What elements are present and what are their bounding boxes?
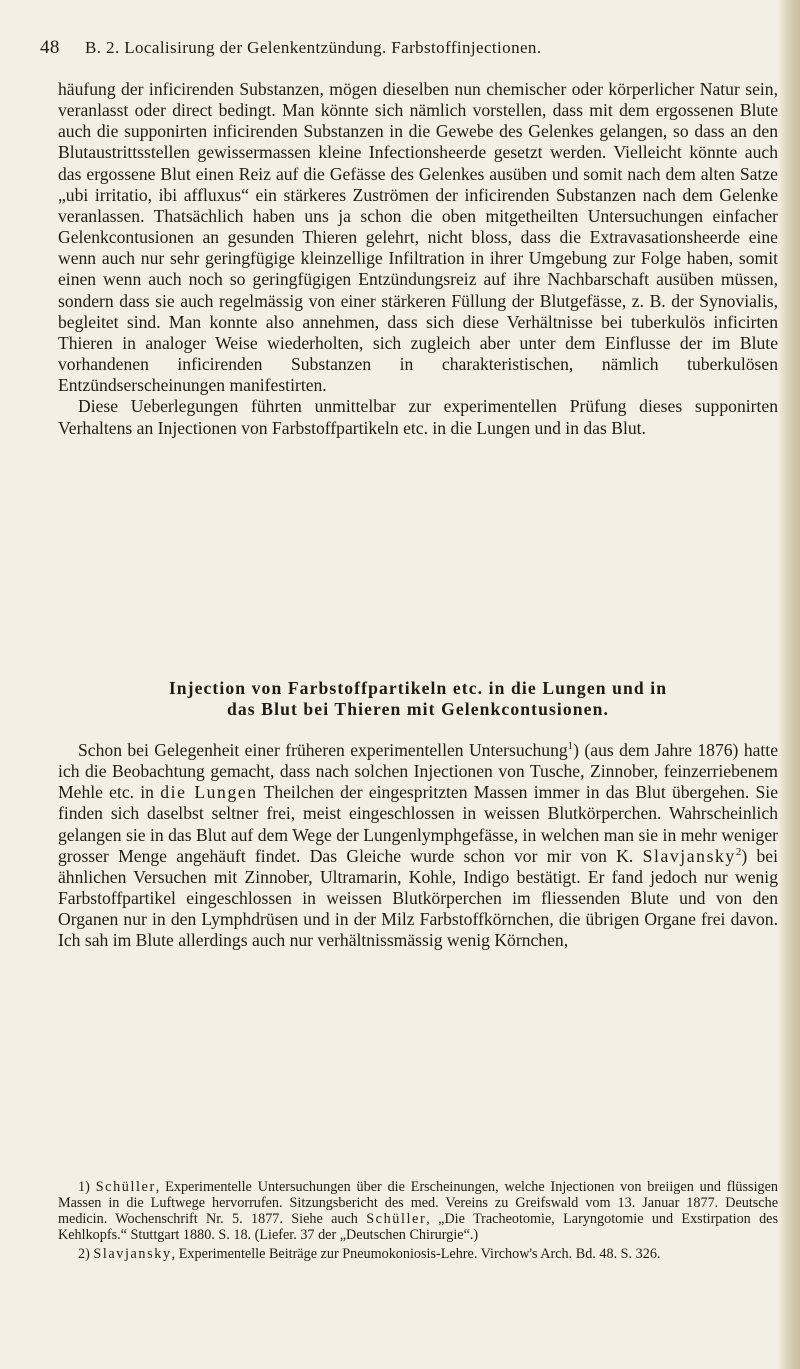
- page-edge-shadow: [778, 0, 800, 1369]
- section-text: [58, 740, 778, 952]
- text-run: , „Die Tracheotomie, Laryngotomie und Exstirpation des Kehlkopfs.“ Stuttgart 1880. S. 18. (Liefer. 37 der „Deutschen Chirurgie“.): [58, 1211, 778, 1243]
- page-number: 48: [40, 37, 60, 58]
- text-run: , Experimentelle Beiträge zur Pneumokoniosis-Lehre. Virchow's Arch. Bd. 48. S. 326.: [171, 1246, 661, 1262]
- running-title: B. 2. Localisirung der Gelenkentzündung. Farbstoffinjectionen.: [85, 38, 542, 57]
- section-heading-line-2: das Blut bei Thieren mit Gelenkcontusionen.: [227, 699, 609, 719]
- text-run: , Experimentelle Untersuchungen über die Erscheinungen, welche Injectionen von breiigen und flüssigen Massen in die Luftwege hervorrufen. Sitzungsbericht des med. Vereins zu Greifswald vom 13. Januar 1877. Deutsche medicin. Wochenschrift Nr. 5. 1877. Siehe auch: [58, 1179, 778, 1227]
- footnote-ref-2: 2: [735, 845, 742, 858]
- paragraph-1: häufung der inficirenden Substanzen, mögen dieselben nun chemischer oder körperlicher Natur sein, veranlasst oder direct bedingt. Man könnte sich nämlich vorstellen, dass mit dem ergossenen Blute auch die supponirten inficirenden Substanzen in die Gewebe des Gelenkes gelangen, so dass an den Blutaustrittsstellen gewissermassen kleine Infectionsheerde gesetzt werden. Vielleicht könnte auch das ergossene Blut einen Reiz auf die Gefässe des Gelenkes ausüben und somit nach dem alten Satze „ubi irritatio, ibi affluxus“ ein stärkeres Zuströmen der inficirenden Substanzen nach dem Gelenke veranlassen. Thatsächlich haben uns ja schon die oben mitgetheilten Untersuchungen einfacher Gelenkcontusionen an gesunden Thieren gelehrt, nicht bloss, dass die Extravasationsheerde eine wenn auch nur sehr geringfügige kleinzellige Infiltration in ihrer Umgebung zur Folge haben, somit einen wenn auch noch so geringfügigen Entzündungsreiz auf ihre Nachbarschaft ausüben müssen, sondern dass sie auch regelmässig von einer stärkeren Füllung der Blutgefässe, z. B. der Synovialis, begleitet sind. Man konnte also annehmen, dass sich diese Verhältnisse bei tuberkulös inficirten Thieren in analoger Weise wiederholten, sich zugleich aber unter dem Einflusse der im Blute vorhandenen inficirenden Substanzen in charakteristischen, nämlich tuberkulösen Entzündserscheinungen manifestirten.: [58, 79, 778, 396]
- emphasized-text: die Lungen: [160, 782, 258, 803]
- section-heading: [58, 678, 778, 720]
- author-name: Schüller: [366, 1211, 427, 1227]
- text-run: bei ähnlichen Versuchen mit Zinnober, Ultramarin, Kohle, Indigo bestätigt. Er fand jedoch nur wenig Farbstoffpartikel eingeschlossen in weissen Blutkörperchen im fliessenden Blute und von den Organen nur in den Lymphdrüsen und in der Milz Farbstoffkörnchen, die übrigen Organe frei davon. Ich sah im Blute allerdings auch nur verhältnissmässig wenig Körnchen,: [58, 845, 778, 951]
- running-header: [40, 37, 750, 59]
- footnote-mark: 2): [78, 1246, 90, 1262]
- author-name: Slavjansky: [93, 1246, 172, 1262]
- text-run: Theilchen der eingespritzten Massen immer in das Blut übergehen. Sie finden sich daselbst seltner frei, meist eingeschlossen in weissen Blutkörperchen. Wahrscheinlich gelangen sie in das Blut auf dem Wege der Lungenlymphgefässe, in welchen man sie in mehr weniger grosser Menge angehäuft findet. Das Gleiche wurde schon vor mir von K.: [58, 782, 779, 866]
- author-name: Schüller: [95, 1179, 156, 1195]
- text-run: Schon bei Gelegenheit einer früheren experimentellen Untersuchung: [78, 740, 568, 760]
- footnote-1: [58, 1179, 778, 1243]
- footnote-2: [58, 1246, 778, 1262]
- footnotes: [58, 1179, 778, 1265]
- main-text: [58, 79, 778, 439]
- section-heading-line-1: Injection von Farbstoffpartikeln etc. in die Lungen und in: [168, 678, 668, 698]
- text-run: (aus dem Jahre 1876) hatte ich die Beobachtung gemacht, dass nach solchen Injectionen von Tusche, Zinnober, feinzerriebenem Mehle etc. in: [58, 740, 779, 803]
- paragraph-2: Diese Ueberlegungen führten unmittelbar zur experimentellen Prüfung dieses supponirten Verhaltens an Injectionen von Farbstoffpartikeln etc. in die Lungen und in das Blut.: [58, 396, 778, 438]
- section-paragraph: Schon bei Gelegenheit einer früheren experimentellen Untersuchung$^1$) (aus dem Jahre 1876) hatte ich die Beobachtung gemacht, dass nach solchen Injectionen von Tusche, Zinnober, feinzerriebenem Mehle etc. in die Lungen Theilchen der eingespritzten Massen immer in das Blut übergehen. Sie finden sich daselbst seltner frei, meist eingeschlossen in weissen Blutkörperchen. Wahrscheinlich gelangen sie in das Blut auf dem Wege der Lungenlymphgefässe, in welchen man sie in mehr weniger grosser Menge angehäuft findet. Das Gleiche wurde schon vor mir von K. Slavjansky$^2$) bei ähnlichen Versuchen mit Zinnober, Ultramarin, Kohle, Indigo bestätigt. Er fand jedoch nur wenig Farbstoffpartikel eingeschlossen in weissen Blutkörperchen im fliessenden Blute und von den Organen nur in den Lymphdrüsen und in der Milz Farbstoffkörnchen, die übrigen Organe frei davon. Ich sah im Blute allerdings auch nur verhältnissmässig wenig Körnchen,: [58, 740, 779, 951]
- footnote-ref-1: 1: [567, 740, 574, 753]
- footnote-mark: 1): [78, 1179, 90, 1195]
- author-name: Slavjansky: [642, 845, 736, 866]
